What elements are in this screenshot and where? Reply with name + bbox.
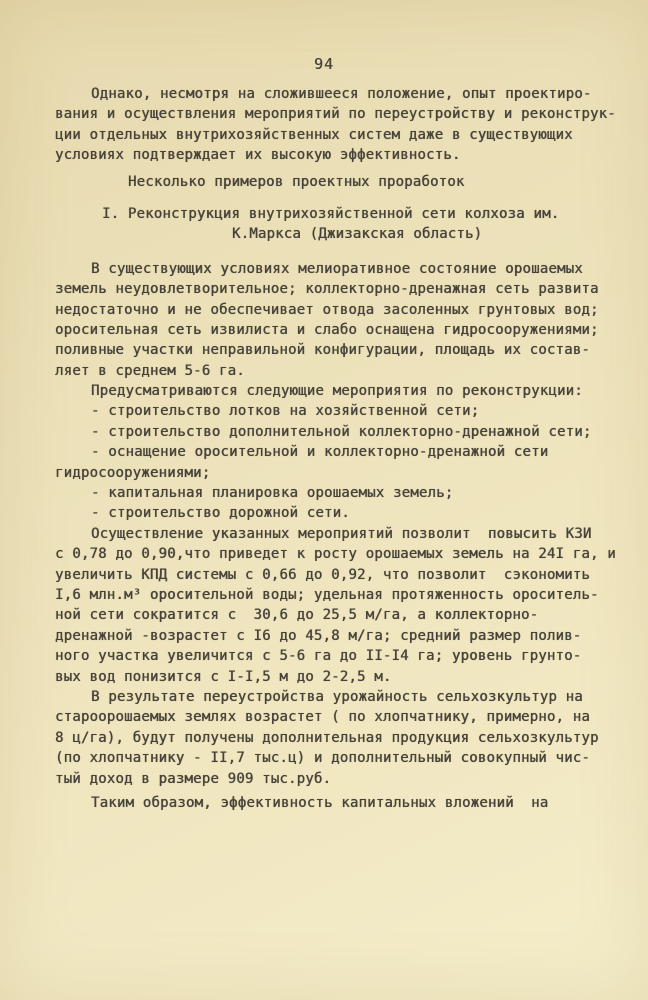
- page-text-block: [55, 84, 625, 813]
- measures-list-item: - строительство дорожной сети.: [91, 505, 350, 522]
- paragraph-line: вания и осуществления мероприятий по переустройству и реконструк-: [55, 106, 616, 123]
- paragraph-line: ции отдельных внутрихозяйственных систем даже в существующих: [55, 126, 573, 143]
- paragraph-line: Таким образом, эффективность капитальных вложений на: [91, 794, 549, 811]
- paragraph-line: I,6 млн.м³ оросительной воды; удельная протяженность ороситель-: [55, 586, 599, 603]
- paragraph-line: В результате переустройства урожайность сельхозкультур на: [91, 688, 583, 705]
- paragraph-line: увеличить КПД системы с 0,66 до 0,92, что позволит сэкономить: [55, 566, 590, 583]
- measures-list-item: - строительство лотков на хозяйственной сети;: [91, 403, 480, 420]
- page-number: 94: [313, 55, 335, 73]
- paragraph-line: ной сети сократится с 30,6 до 25,5 м/га, а коллекторно-: [55, 607, 539, 624]
- paragraph-line: Однако, несмотря на сложившееся положение, опыт проектиро-: [91, 86, 592, 102]
- paragraph-line: тый доход в размере 909 тыс.руб.: [55, 770, 332, 787]
- measures-list-item: - строительство дополнительной коллекторно-дренажной сети;: [91, 423, 592, 440]
- paragraph-line: земель неудовлетворительное; коллекторно-дренажная сеть развита: [55, 281, 599, 298]
- paragraph-line: ляет в среднем 5-6 га.: [55, 362, 245, 379]
- paragraph-line: вых вод понизится с I-I,5 м до 2-2,5 м.: [55, 668, 392, 685]
- paragraph-line: с 0,78 до 0,90,что приведет к росту орошаемых земель на 24I га, и: [55, 546, 616, 563]
- section-heading: Несколько примеров проектных проработок: [128, 173, 465, 190]
- paragraph-line: староорошаемых землях возрастет ( по хлопчатнику, примерно, на: [55, 709, 590, 726]
- measures-list-item: - капитальная планировка орошаемых земель;: [91, 485, 454, 502]
- example-title-line2: К.Маркса (Джизакская область): [232, 226, 483, 243]
- example-title-line1: I. Реконструкция внутрихозяйственной сети колхоза им.: [102, 205, 560, 222]
- paragraph-line: В существующих условиях мелиоративное состояние орошаемых: [91, 260, 583, 277]
- paragraph-line: (по хлопчатнику - II,7 тыс.ц) и дополнительный совокупный чис-: [55, 750, 590, 767]
- paragraph-line: Осуществление указанных мероприятий позволит повысить КЗИ: [91, 525, 592, 542]
- paragraph-line: недостаточно и не обеспечивает отвода засоленных грунтовых вод;: [55, 301, 599, 318]
- measures-intro-line: Предусматриваются следующие мероприятия по реконструкции:: [91, 383, 583, 400]
- measures-list-item-continuation: гидросооружениями;: [55, 464, 211, 481]
- paragraph-line: 8 ц/га), будут получены дополнительная продукция сельхозкультур: [55, 729, 599, 746]
- paragraph-line: ного участка увеличится с 5-6 га до II-I4 га; уровень грунто-: [55, 648, 582, 665]
- measures-list-item: - оснащение оросительной и коллекторно-дренажной сети: [91, 444, 549, 461]
- paragraph-line: поливные участки неправильной конфигурации, площадь их состав-: [55, 342, 590, 359]
- paragraph-line: оросительная сеть извилиста и слабо оснащена гидросооружениями;: [55, 321, 599, 338]
- paragraph-line: дренажной -возрастет с I6 до 45,8 м/га; средний размер полив-: [55, 627, 582, 644]
- paragraph-line: условиях подтверждает их высокую эффективность.: [55, 147, 461, 164]
